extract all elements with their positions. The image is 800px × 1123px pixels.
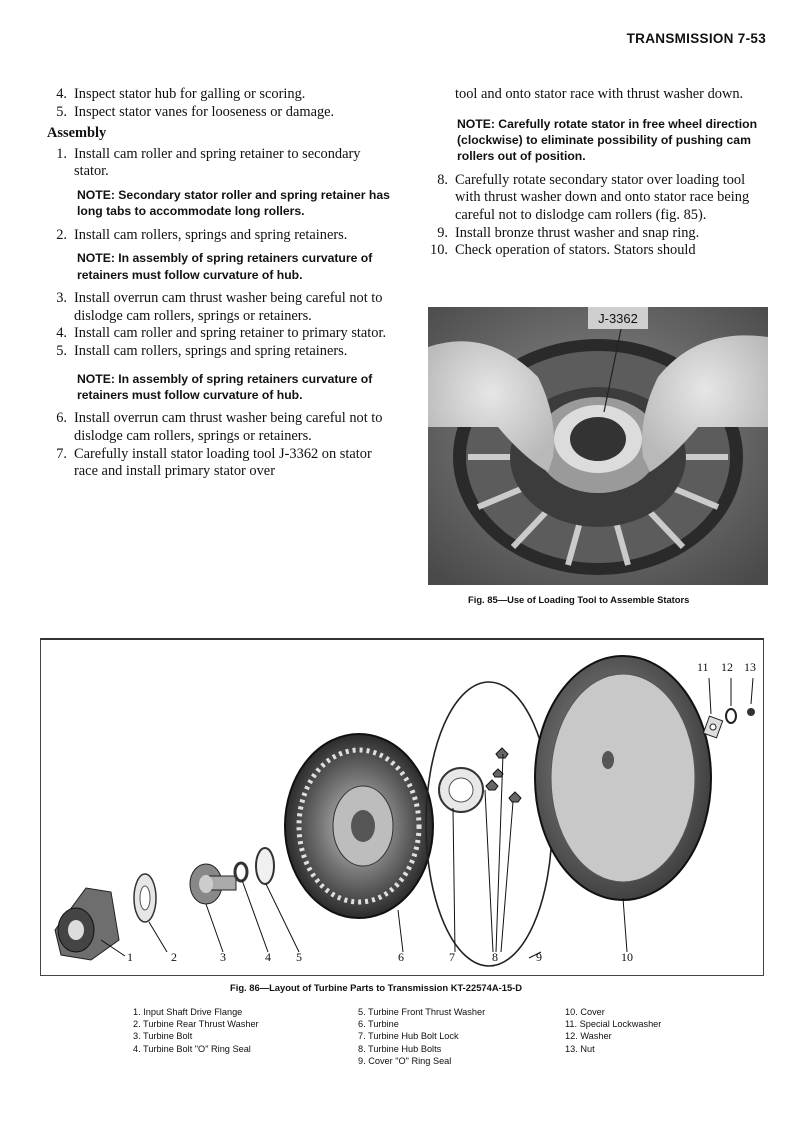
- tool-label: J-3362: [598, 311, 638, 326]
- turbine-rear-thrust-washer: [134, 874, 156, 922]
- legend-column-1: 1. Input Shaft Drive Flange 2. Turbine Rear Thrust Washer 3. Turbine Bolt 4. Turbine Bolt "O" Ring Seal: [133, 1007, 259, 1054]
- list-item: 5. Install cam rollers, springs and spring retainers.: [56, 342, 348, 359]
- turbine: [285, 734, 433, 918]
- legend-column-2: 5. Turbine Front Thrust Washer 6. Turbine 7. Turbine Hub Bolt Lock 8. Turbine Hub Bolts 9. Cover "O" Ring Seal: [358, 1007, 486, 1066]
- callout-2: 2: [171, 950, 177, 964]
- cover: [535, 656, 711, 900]
- figure-caption: Fig. 85—Use of Loading Tool to Assemble Stators: [468, 594, 690, 605]
- callout-4: 4: [265, 950, 271, 964]
- callout-7: 7: [449, 950, 455, 964]
- turbine-hub-bolts: [486, 748, 521, 802]
- callout-11: 11: [697, 660, 709, 674]
- note: NOTE: In assembly of spring retainers curvature of retainers must follow curvature of hub.: [77, 251, 373, 282]
- note: NOTE: Carefully rotate stator in free wheel direction (clockwise) to eliminate possibility of pushing cam rollers out of position.: [457, 116, 758, 164]
- list-item: 3. Install overrun cam thrust washer being careful not to dislodge cam rollers, springs or retainers.: [56, 290, 383, 324]
- callout-6: 6: [398, 950, 404, 964]
- washer: [726, 709, 736, 723]
- figure-caption: Fig. 86—Layout of Turbine Parts to Transmission KT-22574A-15-D: [230, 982, 523, 993]
- callout-5: 5: [296, 950, 302, 964]
- list-item: 4. Inspect stator hub for galling or scoring.: [56, 86, 306, 102]
- callout-3: 3: [220, 950, 226, 964]
- turbine-hub-bolt-lock: [439, 768, 483, 812]
- left-column: [47, 86, 392, 481]
- callout-8: 8: [492, 950, 498, 964]
- nut: [747, 708, 755, 716]
- callout-9: 9: [536, 950, 542, 964]
- turbine-parts-illustration: [41, 640, 763, 975]
- list-item: 7. Carefully install stator loading tool J-3362 on stator race and install primary stator over: [56, 445, 372, 480]
- list-item: 9. Install bronze thrust washer and snap ring.: [437, 224, 700, 241]
- running-header: TRANSMISSION 7-53: [626, 31, 766, 46]
- callout-13: 13: [744, 660, 756, 674]
- callout-1: 1: [127, 950, 133, 964]
- right-column: [428, 86, 768, 260]
- callout-12: 12: [721, 660, 733, 674]
- note: NOTE: In assembly of spring retainers curvature of retainers must follow curvature of hub.: [77, 371, 373, 402]
- turbine-front-thrust-washer: [256, 848, 274, 884]
- list-item: 5. Inspect stator vanes for looseness or damage.: [56, 103, 335, 120]
- special-lockwasher: [703, 716, 722, 738]
- list-item: 1. Install cam roller and spring retainer to secondary stator.: [56, 145, 361, 180]
- callout-10: 10: [621, 950, 633, 964]
- list-item: 2. Install cam rollers, springs and spring retainers.: [56, 226, 348, 243]
- section-heading: Assembly: [47, 125, 107, 142]
- legend-column-3: 10. Cover 11. Special Lockwasher 12. Washer 13. Nut: [565, 1007, 662, 1054]
- turbine-exploded-diagram: [40, 638, 764, 976]
- input-shaft-drive-flange: [55, 888, 119, 960]
- list-item: 10. Check operation of stators. Stators should: [430, 242, 696, 259]
- list-item: 8. Carefully rotate secondary stator over loading tool with thrust washer down and onto stator race being careful not to dislodge cam rollers (fig. 85).: [437, 171, 750, 223]
- list-item: 4. Install cam roller and spring retainer to primary stator.: [56, 325, 387, 342]
- stator-loading-photo: [428, 307, 768, 585]
- paragraph-continuation: tool and onto stator race with thrust washer down.: [455, 86, 744, 102]
- cover-o-ring-seal: [426, 682, 552, 966]
- note: NOTE: Secondary stator roller and spring retainer has long tabs to accommodate long rollers.: [77, 187, 390, 219]
- turbine-bolt-o-ring: [235, 863, 247, 881]
- turbine-bolt: [190, 864, 236, 904]
- stator-photo-illustration: [428, 307, 768, 585]
- list-item: 6. Install overrun cam thrust washer being careful not to dislodge cam rollers, springs or retainers.: [56, 410, 383, 444]
